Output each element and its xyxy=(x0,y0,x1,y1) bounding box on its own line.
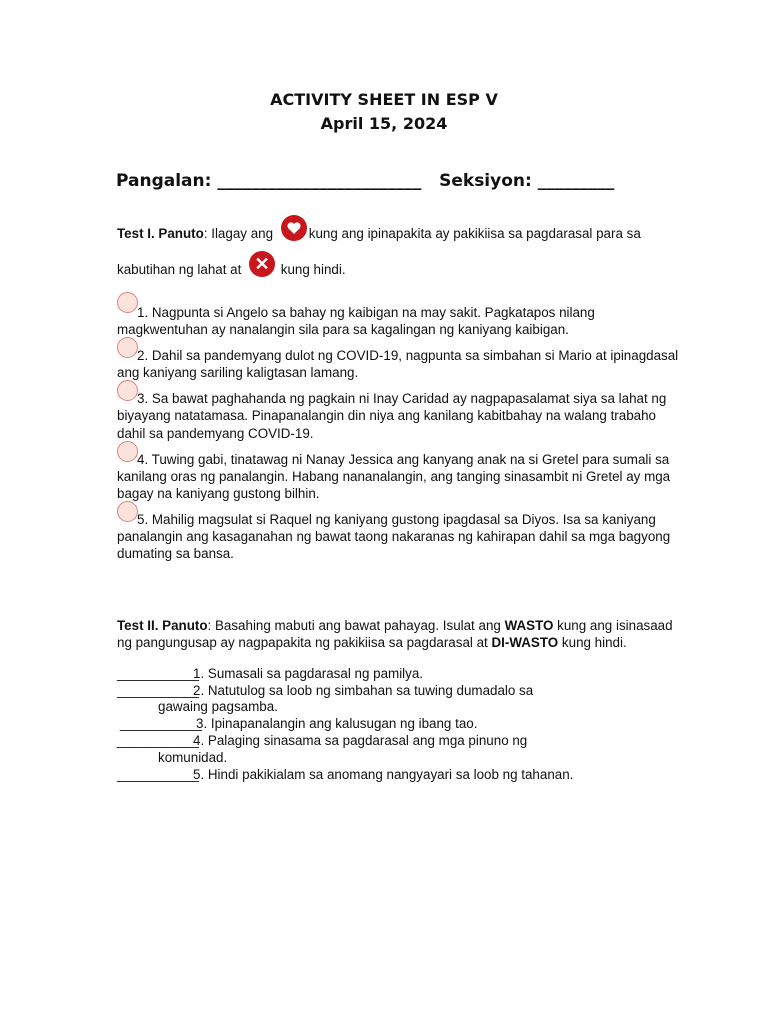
test2-item-text: 3. Ipinapanalangin ang kalusugan ng ibang tao. xyxy=(196,716,478,731)
answer-circle[interactable] xyxy=(117,337,138,358)
instr-text: kung ang isinasaad xyxy=(553,618,673,633)
test1-instruction-end: kung hindi. xyxy=(277,262,346,277)
test1-item-text: 1. Nagpunta si Angelo sa bahay ng kaibigan na may sakit. Pagkatapos nilang xyxy=(137,305,595,320)
name-section-line xyxy=(116,171,614,191)
answer-blank[interactable]: ___________ xyxy=(117,666,199,681)
test1-item-text: 5. Mahilig magsulat si Raquel ng kaniyang gustong ipagdasal sa Diyos. Isa sa kaniyang xyxy=(137,512,656,527)
answer-circle[interactable] xyxy=(117,501,138,522)
answer-circle[interactable] xyxy=(117,441,138,462)
test1-instruction-line2 xyxy=(117,254,346,278)
instr-text: : Basahing mabuti ang bawat pahayag. Isulat ang xyxy=(207,618,505,633)
test2-item-text: 2. Natutulog sa loob ng simbahan sa tuwing dumadalo sa xyxy=(193,683,534,698)
test2-item-text: 5. Hindi pakikialam sa anomang nangyayari sa loob ng tahanan. xyxy=(193,767,574,782)
heart-icon xyxy=(281,215,307,241)
test2-item-text: gawaing pagsamba. xyxy=(158,699,278,714)
test1-item-text: magkwentuhan ay nanalangin sila para sa kagalingan ng kaniyang kaibigan. xyxy=(117,322,569,337)
test1-item-text: bagay na kaniyang gustong bilhin. xyxy=(117,486,320,501)
answer-blank[interactable]: ___________ xyxy=(117,683,199,698)
wasto-keyword: WASTO xyxy=(504,618,554,633)
answer-blank[interactable]: ___________ xyxy=(117,733,199,748)
sheet-date: April 15, 2024 xyxy=(320,114,448,133)
test2-item-text: 1. Sumasali sa pagdarasal ng pamilya. xyxy=(193,666,424,681)
instr-text: ng pangungusap ay nagpapakita ng pakikiisa sa pagdarasal at xyxy=(117,635,492,650)
test2-label: Test II. Panuto xyxy=(117,618,208,633)
instr-text: kabutihan ng lahat at xyxy=(117,262,246,277)
test1-instruction-text: kung ang ipinapakita ay pakikiisa sa pagdarasal para sa xyxy=(308,226,641,241)
test1-item-text: panalangin ang kasaganahan ng bawat taong nakaranas ng kahirapan dahil sa mga bagyong xyxy=(117,529,671,544)
name-blank[interactable]: ________________________ xyxy=(217,171,422,191)
section-blank[interactable]: _________ xyxy=(537,171,615,191)
test2-instruction-line2 xyxy=(117,635,627,651)
test2-instruction-line1 xyxy=(117,618,673,634)
test2-item-text: komunidad. xyxy=(158,750,228,765)
test1-item-text: 2. Dahil sa pandemyang dulot ng COVID-19, nagpunta sa simbahan si Mario at ipinagdasal xyxy=(137,348,679,363)
test2-item-text: 4. Palaging sinasama sa pagdarasal ang mga pinuno ng xyxy=(193,733,528,748)
test1-item-text: dahil sa pandemyang COVID-19. xyxy=(117,426,314,441)
test1-instruction-line1 xyxy=(117,225,641,242)
answer-circle[interactable] xyxy=(117,380,138,401)
instr-text: : Ilagay ang xyxy=(203,226,277,241)
answer-blank[interactable]: ___________ xyxy=(117,767,199,782)
section-label: Seksiyon: xyxy=(439,171,532,191)
test1-item-text: 4. Tuwing gabi, tinatawag ni Nanay Jessica ang kanyang anak na si Gretel para sumali sa xyxy=(137,452,670,467)
test1-item-text: dumating sa bansa. xyxy=(117,546,234,561)
test1-item-text: ang kaniyang sariling kaligtasan lamang. xyxy=(117,365,359,380)
sheet-title: ACTIVITY SHEET IN ESP V xyxy=(270,90,498,109)
diwasto-keyword: DI-WASTO xyxy=(491,635,559,650)
answer-circle[interactable] xyxy=(117,292,138,313)
test1-item-text: kanilang oras ng panalangin. Habang nananalangin, ang tanging sinasambit ni Gretel ay mga xyxy=(117,469,671,484)
x-icon: ✕ xyxy=(249,251,275,277)
test1-label: Test I. Panuto xyxy=(117,226,204,241)
answer-blank[interactable]: ___________ xyxy=(120,716,202,731)
name-label: Pangalan: xyxy=(116,171,212,191)
instr-text: kung hindi. xyxy=(558,635,627,650)
test1-item-text: biyayang natatamasa. Pinapanalangin din niya ang kanilang kabitbahay na walang trabaho xyxy=(117,408,656,423)
test1-item-text: 3. Sa bawat paghahanda ng pagkain ni Inay Caridad ay nagpapasalamat siya sa lahat ng xyxy=(137,391,667,406)
